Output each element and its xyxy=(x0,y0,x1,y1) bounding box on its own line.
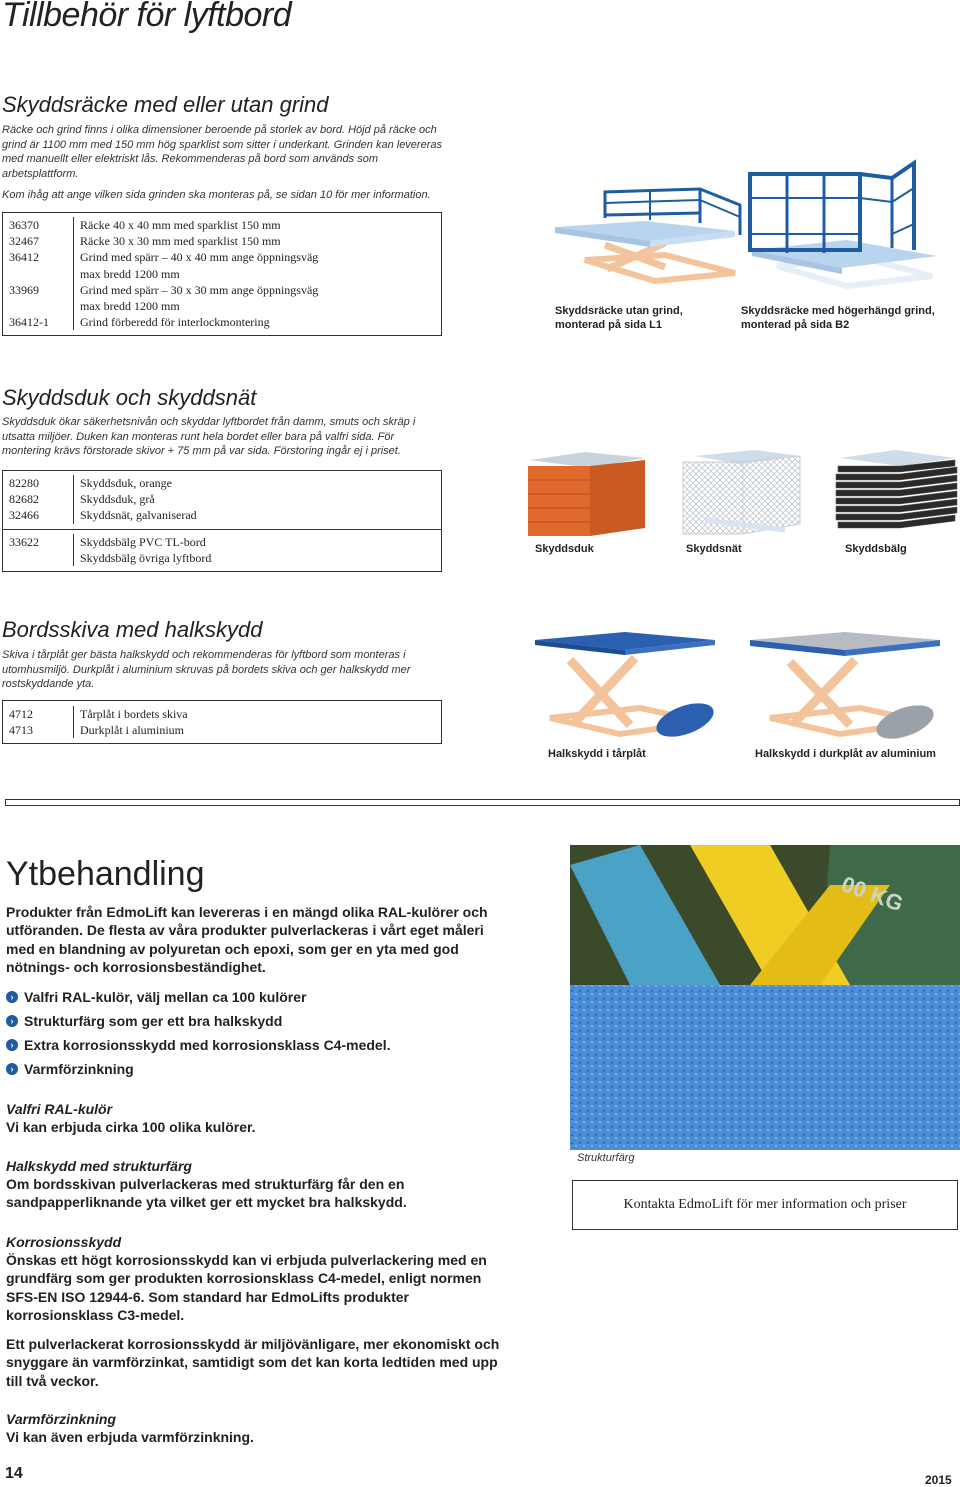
contact-box: Kontakta EdmoLift för mer information och priser xyxy=(572,1180,958,1230)
railing-note: Kom ihåg att ange vilken sida grinden ska monteras på, se sidan 10 för mer information. xyxy=(2,189,431,201)
railing-table xyxy=(2,212,442,336)
page-number: 14 xyxy=(5,1465,23,1482)
table-row: 32466 Skyddsnät, galvaniserad xyxy=(3,507,441,523)
cover-caption-2: Skyddsnät xyxy=(686,543,742,555)
eco-text: Ett pulverlackerat korrosionsskydd är miljövänligare, mer ekonomiskt och snyggare än varmförzinkat, samtidigt som det kan korta ledtiden med upp till två veckor. xyxy=(6,1336,500,1389)
list-item: › Valfri RAL-kulör, välj mellan ca 100 kulörer xyxy=(6,985,516,1009)
list-item: › Extra korrosionsskydd med korrosionsklass C4-medel. xyxy=(6,1033,516,1057)
plate-heading: Bordsskiva med halkskydd xyxy=(2,617,263,642)
chevron-right-icon: › xyxy=(6,991,18,1003)
cover-heading: Skyddsduk och skyddsnät xyxy=(2,385,257,410)
feature-list xyxy=(6,985,516,1081)
net-cover-image xyxy=(675,450,805,540)
table-row: max bredd 1200 mm xyxy=(3,266,441,282)
surface-intro: Produkter från EdmoLift kan levereras i en mängd olika RAL-kulörer och utföranden. De flesta av våra produkter pulverlackeras i vårt eget måleri med en blandning av polyuretan och epoxi, som ger en yta med god nötnings- och korrosionsbeständighet. xyxy=(6,904,488,975)
chevron-right-icon: › xyxy=(6,1015,18,1027)
table-row: 4713 Durkplåt i aluminium xyxy=(3,722,441,738)
table-row: 4712 Tårplåt i bordets skiva xyxy=(3,706,441,722)
cover-caption-3: Skyddsbälg xyxy=(845,543,907,555)
surface-photo-caption: Strukturfärg xyxy=(577,1152,635,1164)
lift-table-gate-image xyxy=(742,158,942,300)
plate-table xyxy=(2,700,442,744)
cover-caption-1: Skyddsduk xyxy=(535,543,594,555)
railing-caption-2: Skyddsräcke med högerhängd grind, monterad på sida B2 xyxy=(741,305,935,331)
table-row: 36370 Räcke 40 x 40 mm med sparklist 150 mm xyxy=(3,217,441,233)
chevron-right-icon: › xyxy=(6,1063,18,1075)
page-title: Tillbehör för lyftbord xyxy=(2,0,292,34)
railing-heading: Skyddsräcke med eller utan grind xyxy=(2,92,329,117)
surface-photo xyxy=(570,845,960,1150)
chevron-right-icon: › xyxy=(6,1039,18,1051)
table-row: 36412-1 Grind förberedd för interlockmontering xyxy=(3,314,441,330)
year: 2015 xyxy=(925,1473,952,1487)
bellows-image xyxy=(830,450,960,540)
cover-paragraph: Skyddsduk ökar säkerhetsnivån och skyddar lyftbordet från damm, smuts och skräp i utsatta miljöer. Duken kan monteras runt hela bordet eller bara på valfri sida. För montering krävs förstorade skivor + 75 mm på var sida. Förstoring ingår ej i priset. xyxy=(2,416,416,457)
galv-block: Varmförzinkning Vi kan även erbjuda varmförzinkning. xyxy=(6,1411,254,1445)
table-row: 33969 Grind med spärr – 30 x 30 mm ange öppningsväg xyxy=(3,282,441,298)
list-item: › Varmförzinkning xyxy=(6,1057,516,1081)
orange-cover-image xyxy=(520,450,650,540)
corrosion-block: Korrosionsskydd Önskas ett högt korrosionsskydd kan vi erbjuda pulverlackering med en grundfärg som ger produkten korrosionsklass C4-medel, enligt normen SFS-EN ISO 12944-6. Som standard har EdmoLifts produkter korrosionsklass C3-medel. xyxy=(6,1234,487,1323)
lift-table-railing-image xyxy=(545,185,745,300)
struct-block: Halkskydd med strukturfärg Om bordsskivan pulverlackeras med strukturfärg får den en sandpapperliknande yta vilket ger ett mycket bra halkskydd. xyxy=(6,1158,407,1211)
railing-caption-1: Skyddsräcke utan grind, monterad på sida L1 xyxy=(555,305,683,331)
list-item: › Strukturfärg som ger ett bra halkskydd xyxy=(6,1009,516,1033)
aluminium-plate-image xyxy=(745,630,945,745)
plate-caption-1: Halkskydd i tårplåt xyxy=(548,748,646,760)
plate-caption-2: Halkskydd i durkplåt av aluminium xyxy=(755,748,936,760)
svg-text:00 KG: 00 KG xyxy=(838,871,907,917)
plate-paragraph: Skiva i tårplåt ger bästa halkskydd och rekommenderas för lyftbord som monteras i utomhusmiljö. Durkplåt i aluminium skruvas på bordets skiva och ger halkskydd mer rostskyddande yta. xyxy=(2,649,411,690)
cover-table xyxy=(2,470,442,572)
table-row: 82280 Skyddsduk, orange xyxy=(3,475,441,491)
railing-paragraph: Räcke och grind finns i olika dimensioner beroende på storlek av bord. Höjd på räcke och grind är 1100 mm med 150 mm hög sparklist som sitter i underkant. Grinden kan levereras med manuellt eller elektriskt lås. Rekommenderas på bord som används som arbetsplattform. xyxy=(2,124,442,180)
table-row: 32467 Räcke 30 x 30 mm med sparklist 150 mm xyxy=(3,233,441,249)
ral-block: Valfri RAL-kulör Vi kan erbjuda cirka 100 olika kulörer. xyxy=(6,1101,256,1135)
surface-heading: Ytbehandling xyxy=(6,855,205,893)
table-row: 82682 Skyddsduk, grå xyxy=(3,491,441,507)
table-row: 33622 Skyddsbälg PVC TL-bord xyxy=(3,534,441,550)
table-row: 36412 Grind med spärr – 40 x 40 mm ange öppningsväg xyxy=(3,249,441,265)
section-divider xyxy=(5,799,960,806)
table-row: max bredd 1200 mm xyxy=(3,298,441,314)
checker-plate-image xyxy=(530,630,720,745)
table-row: Skyddsbälg övriga lyftbord xyxy=(3,550,441,566)
